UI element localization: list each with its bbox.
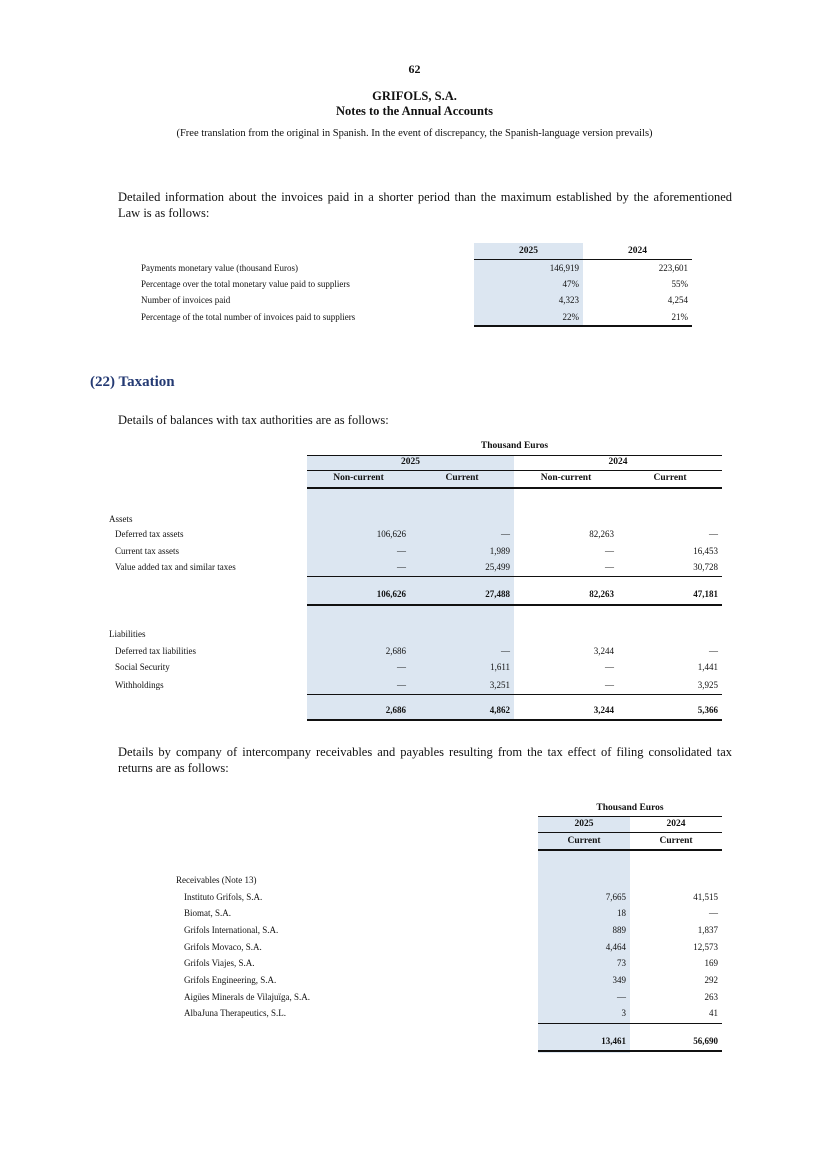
intercompany-cell: 73 (617, 958, 626, 968)
intercompany-row-label: Grifols Viajes, S.A. (184, 958, 255, 968)
tax-cell: 1,989 (489, 546, 510, 556)
intercompany-unit-rule (538, 816, 722, 817)
invoices-header-rule (474, 259, 692, 260)
intercompany-header-rule (538, 849, 722, 851)
tax-assets-total: 106,626 (376, 589, 406, 599)
tax-unit-rule (307, 455, 722, 456)
invoices-row-value: 146,919 (549, 263, 579, 273)
tax-col-2025-noncurrent: Non-current (333, 473, 384, 483)
invoices-row-value: 55% (671, 279, 688, 289)
intercompany-cell: 349 (612, 975, 626, 985)
intercompany-total-2025: 13,461 (601, 1036, 626, 1046)
tax-cell: 1,441 (697, 662, 718, 672)
tax-assets-total-rule (307, 604, 722, 606)
tax-cell: 2,686 (385, 646, 406, 656)
tax-row-label: Current tax assets (115, 546, 179, 556)
invoices-row-value: 4,254 (667, 295, 688, 305)
tax-year-2025: 2025 (401, 457, 420, 467)
tax-liabilities-total-rule (307, 719, 722, 721)
intercompany-unit-header: Thousand Euros (596, 803, 664, 813)
invoices-col-2025: 2025 (519, 246, 538, 256)
invoices-intro: Detailed information about the invoices paid in a shorter period than the maximum established by the aforementioned Law is as follows: (118, 190, 732, 220)
tax-col-2025-current: Current (445, 473, 479, 483)
tax-assets-total: 82,263 (589, 589, 614, 599)
intercompany-cell: 18 (617, 908, 626, 918)
intercompany-cell: 41 (709, 1008, 718, 1018)
intercompany-year-rule (538, 832, 722, 833)
intercompany-cell: — (709, 908, 718, 918)
intercompany-cell: 292 (704, 975, 718, 985)
tax-cell: — (709, 529, 718, 539)
intercompany-cell: 3 (621, 1008, 626, 1018)
tax-cell: — (397, 562, 406, 572)
tax-assets-label: Assets (109, 514, 133, 524)
intercompany-row-label: Grifols Engineering, S.A. (184, 975, 277, 985)
invoices-row-value: 223,601 (658, 263, 688, 273)
tax-cell: 16,453 (693, 546, 718, 556)
taxation-intro: Details of balances with tax authorities are as follows: (118, 413, 389, 427)
intercompany-row-label: Grifols Movaco, S.A. (184, 942, 262, 952)
tax-cell: — (605, 680, 614, 690)
tax-row-label: Social Security (115, 662, 170, 672)
intercompany-row-label: Biomat, S.A. (184, 908, 232, 918)
tax-liabilities-label: Liabilities (109, 629, 146, 639)
intercompany-cell: 169 (704, 958, 718, 968)
tax-cell: — (397, 662, 406, 672)
tax-cell: 30,728 (693, 562, 718, 572)
tax-cell: — (397, 680, 406, 690)
tax-liabilities-total: 3,244 (593, 705, 614, 715)
invoices-row-label: Percentage of the total number of invoices paid to suppliers (141, 312, 356, 322)
tax-cell: — (709, 646, 718, 656)
intercompany-total-2024: 56,690 (693, 1036, 718, 1046)
tax-liabilities-total: 2,686 (385, 705, 406, 715)
tax-year-2024: 2024 (608, 457, 628, 467)
tax-assets-subtotal-rule (307, 576, 722, 577)
invoices-row-value: 4,323 (558, 295, 579, 305)
intercompany-subtotal-rule (538, 1023, 722, 1024)
tax-row-label: Withholdings (115, 680, 164, 690)
intercompany-cell: 4,464 (605, 942, 626, 952)
tax-assets-total: 47,181 (693, 589, 718, 599)
intercompany-cell: 889 (612, 925, 626, 935)
intercompany-year-2024: 2024 (666, 819, 686, 829)
tax-assets-total: 27,488 (485, 589, 510, 599)
intercompany-intro: Details by company of intercompany receivables and payables resulting from the tax effect of filing consolidated tax returns are as follows: (118, 745, 732, 775)
intercompany-cell: 41,515 (693, 892, 718, 902)
intercompany-receivables-label: Receivables (Note 13) (176, 875, 257, 885)
intercompany-cell: 12,573 (693, 942, 718, 952)
tax-cell: — (605, 662, 614, 672)
tax-col-2024-noncurrent: Non-current (540, 473, 592, 483)
tax-col-2024-current: Current (653, 473, 687, 483)
tax-year-rule (307, 470, 722, 471)
tax-unit-header: Thousand Euros (480, 441, 549, 451)
tax-cell: 82,263 (589, 529, 614, 539)
intercompany-row-label: Grifols International, S.A. (184, 925, 279, 935)
invoices-row-value: 47% (562, 279, 579, 289)
section-title-taxation: (22) Taxation (90, 374, 175, 390)
intercompany-year-2025: 2025 (574, 819, 594, 829)
company-name: GRIFOLS, S.A. (372, 89, 457, 103)
page-number: 62 (408, 62, 421, 76)
tax-cell: — (605, 562, 614, 572)
tax-cell: 3,925 (697, 680, 718, 690)
tax-cell: — (605, 546, 614, 556)
intercompany-cell: 263 (704, 992, 718, 1002)
invoices-row-label: Number of invoices paid (141, 295, 231, 305)
tax-header-rule (307, 487, 722, 489)
intercompany-row-label: Aigües Minerals de Vilajuïga, S.A. (184, 992, 311, 1002)
invoices-row-label: Payments monetary value (thousand Euros) (141, 263, 298, 273)
intercompany-col-2025: Current (567, 836, 601, 846)
invoices-row-value: 22% (562, 312, 579, 322)
tax-cell: — (501, 646, 510, 656)
tax-liabilities-subtotal-rule (307, 694, 722, 695)
intercompany-row-label: Instituto Grifols, S.A. (184, 892, 263, 902)
tax-cell: 106,626 (376, 529, 406, 539)
tax-liabilities-total: 4,862 (489, 705, 510, 715)
tax-cell: 3,244 (593, 646, 614, 656)
invoices-col-2024: 2024 (628, 246, 647, 256)
invoices-row-label: Percentage over the total monetary value paid to suppliers (141, 279, 350, 289)
tax-row-label: Deferred tax assets (115, 529, 184, 539)
intercompany-col-2024: Current (659, 836, 693, 846)
intercompany-cell: — (617, 992, 626, 1002)
tax-cell: — (397, 546, 406, 556)
tax-row-label: Value added tax and similar taxes (115, 562, 236, 572)
tax-row-label: Deferred tax liabilities (115, 646, 196, 656)
tax-cell: 25,499 (485, 562, 510, 572)
tax-cell: 3,251 (489, 680, 510, 690)
intercompany-total-rule (538, 1050, 722, 1052)
intercompany-cell: 1,837 (697, 925, 718, 935)
intercompany-row-label: AlbaJuna Therapeutics, S.L. (184, 1008, 287, 1018)
translation-note: (Free translation from the original in Spanish. In the event of discrepancy, the Spanish-language version prevails) (176, 128, 653, 139)
tax-cell: — (501, 529, 510, 539)
tax-cell: 1,611 (490, 662, 510, 672)
invoices-row-value: 21% (671, 312, 688, 322)
tax-liabilities-total: 5,366 (697, 705, 718, 715)
document-title: Notes to the Annual Accounts (336, 104, 493, 118)
invoices-bottom-rule (474, 325, 692, 327)
intercompany-cell: 7,665 (605, 892, 626, 902)
